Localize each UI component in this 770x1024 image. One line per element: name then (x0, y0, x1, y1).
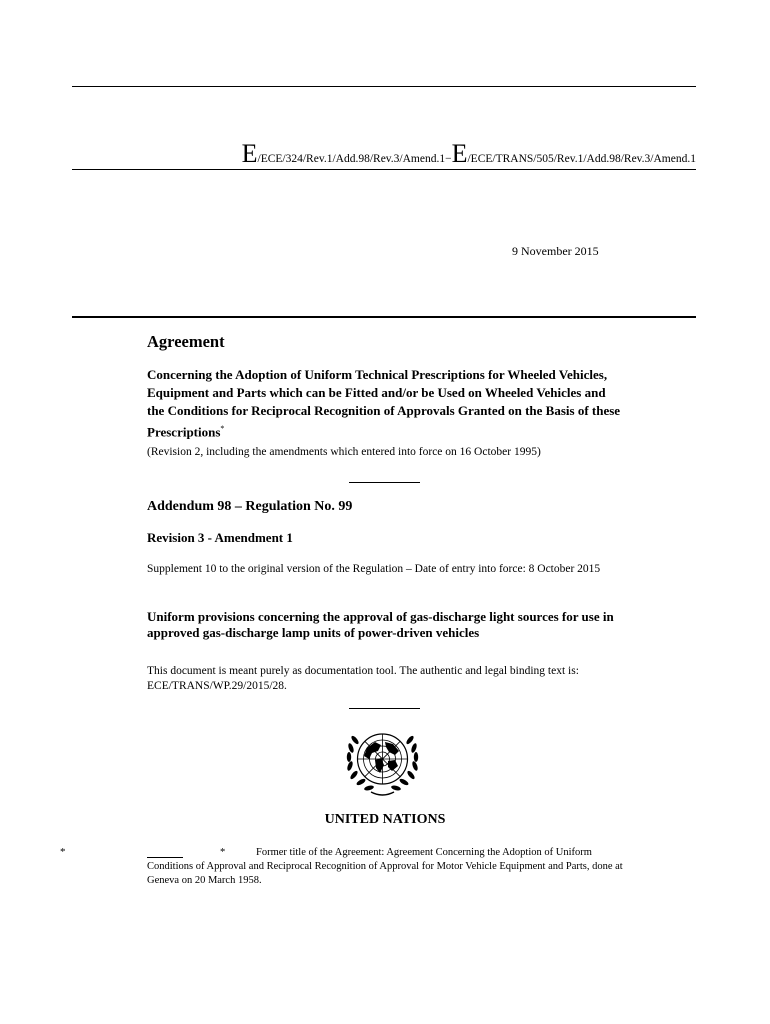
revision-note: (Revision 2, including the amendments which entered into force on 16 October 1995) (147, 446, 541, 458)
concerning-heading (147, 366, 623, 441)
supplement-text: Supplement 10 to the original version of the Regulation – Date of entry into force: 8 October 2015 (147, 563, 601, 575)
footnote-margin-marker: * (60, 846, 66, 858)
symbol-prefix-2: E (451, 139, 468, 168)
footnote-reference: * (220, 424, 225, 433)
symbol-rest-1: /ECE/324/Rev.1/Add.98/Rev.3/Amend.1− (257, 153, 452, 165)
separator-rule-1 (349, 482, 420, 483)
documentation-note: This document is meant purely as documentation tool. The authentic and legal binding text is: ECE/TRANS/WP.29/2015/28. (147, 665, 579, 692)
organization-name: UNITED NATIONS (324, 812, 446, 827)
un-emblem-icon (331, 718, 434, 803)
top-rule (72, 86, 696, 87)
concerning-heading-text: Concerning the Adoption of Uniform Technical Prescriptions for Wheeled Vehicles, Equipment and Parts which can be Fitted and/or be Used on Wheeled Vehicles and the Conditions for Reciprocal Recognition of Approvals Granted on the Basis of these Prescriptions (147, 367, 621, 440)
symbol-rest-2: /ECE/TRANS/505/Rev.1/Add.98/Rev.3/Amend.1 (467, 153, 696, 165)
symbol-prefix-1: E (241, 139, 258, 168)
footnote (147, 846, 627, 888)
document-symbol (72, 141, 696, 167)
thick-rule (72, 316, 696, 318)
revision-amendment-heading: Revision 3 - Amendment 1 (147, 530, 293, 545)
footnote-marker: * (220, 847, 226, 858)
separator-rule-2 (349, 708, 420, 709)
symbol-underline (72, 169, 696, 170)
footnote-text: Former title of the Agreement: Agreement Concerning the Adoption of Uniform Conditions of Approval and Reciprocal Recognition of Approval for Motor Vehicle Equipment and Parts, done at Geneva on 20 March 1958. (147, 847, 623, 886)
addendum-heading: Addendum 98 – Regulation No. 99 (147, 499, 353, 514)
document-date: 9 November 2015 (512, 244, 599, 258)
agreement-heading: Agreement (147, 332, 225, 351)
uniform-provisions-heading: Uniform provisions concerning the approval of gas-discharge light sources for use in approved gas-discharge lamp units of power-driven vehicles (147, 609, 614, 640)
